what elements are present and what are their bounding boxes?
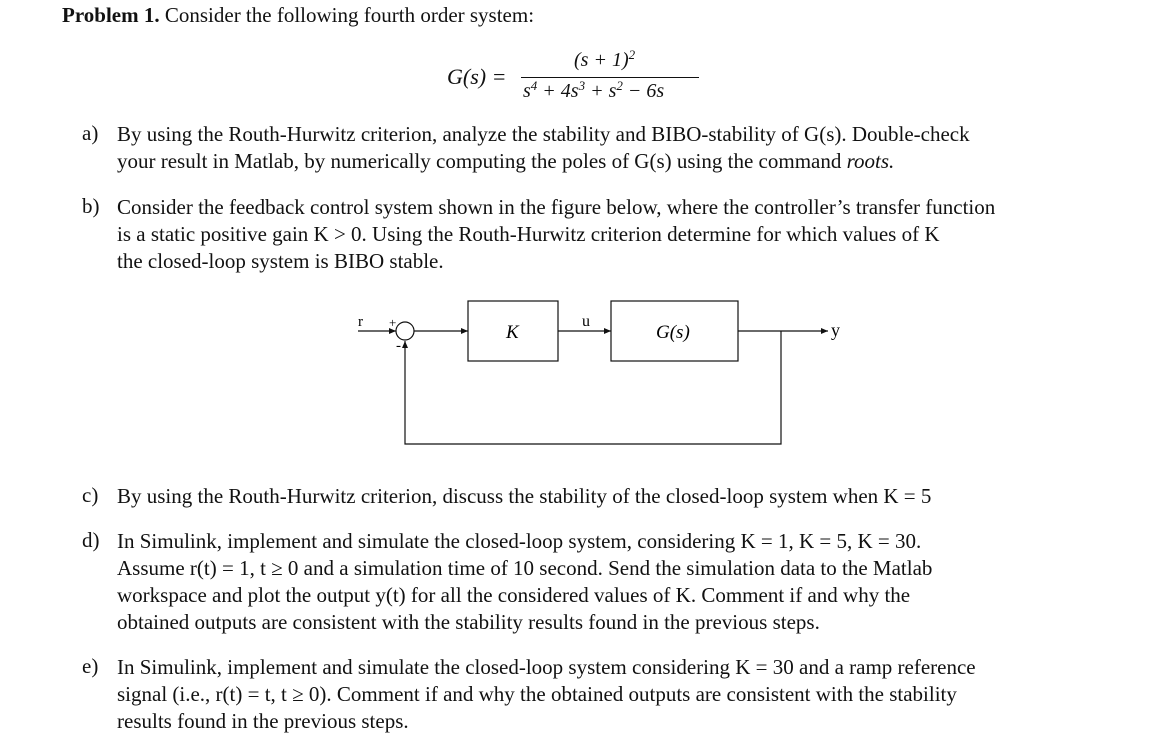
item-c-line1: By using the Routh-Hurwitz criterion, discuss the stability of the closed-loop system when K = 5 (117, 484, 932, 508)
item-d-line2: Assume r(t) = 1, t ≥ 0 and a simulation time of 10 second. Send the simulation data to the Matlab (117, 556, 933, 580)
item-d-line1: In Simulink, implement and simulate the closed-loop system, considering K = 1, K = 5, K = 30. (117, 529, 922, 553)
transfer-function-denominator: $s^4 + 4s^3 + s^2 - 6s$ (523, 78, 665, 102)
roots-command: roots. (846, 149, 895, 173)
item-a-line1: By using the Routh-Hurwitz criterion, analyze the stability and BIBO-stability of G(s). Double-check (117, 122, 970, 146)
item-a-letter: a) (82, 121, 99, 145)
transfer-function-lhs: G(s) = (447, 64, 507, 89)
item-d-line4: obtained outputs are consistent with the stability results found in the previous steps. (117, 610, 820, 634)
transfer-function-numerator: $(s + 1)^2$ (574, 47, 636, 71)
item-d-line3: workspace and plot the output y(t) for all the considered values of K. Comment if and why the (117, 583, 911, 607)
item-a-line2: your result in Matlab, by numerically computing the poles of G(s) using the command roots. (117, 149, 895, 173)
item-e-line1: In Simulink, implement and simulate the closed-loop system considering K = 30 and a ramp reference (117, 655, 976, 679)
feedback-path (405, 331, 781, 444)
controller-label: K (506, 322, 519, 343)
item-e-line2: signal (i.e., r(t) = t, t ≥ 0). Comment if and why the obtained outputs are consistent with the stability (117, 682, 957, 706)
item-e-line3: results found in the previous steps. (117, 709, 409, 733)
item-e-letter: e) (82, 654, 99, 678)
item-b-line3: the closed-loop system is BIBO stable. (117, 249, 444, 273)
item-b-letter: b) (82, 194, 100, 218)
item-c-letter: c) (82, 483, 99, 507)
output-label: y (831, 320, 840, 340)
problem-label: Problem 1. (62, 3, 160, 27)
problem-intro: Consider the following fourth order system: (164, 3, 535, 27)
input-label: r (358, 314, 363, 330)
plant-label: G(s) (656, 322, 690, 343)
plus-sign: + (389, 315, 397, 330)
item-b-line2: is a static positive gain K > 0. Using the Routh-Hurwitz criterion determine for which values of K (117, 222, 940, 246)
item-c-text (117, 483, 1085, 510)
item-d-text (117, 528, 1085, 636)
item-e-text (117, 654, 1085, 735)
signal-u-label: u (582, 313, 590, 330)
item-d-letter: d) (82, 528, 100, 552)
item-b-line1: Consider the feedback control system shown in the figure below, where the controller’s transfer function (117, 195, 996, 219)
minus-sign: - (396, 338, 401, 354)
